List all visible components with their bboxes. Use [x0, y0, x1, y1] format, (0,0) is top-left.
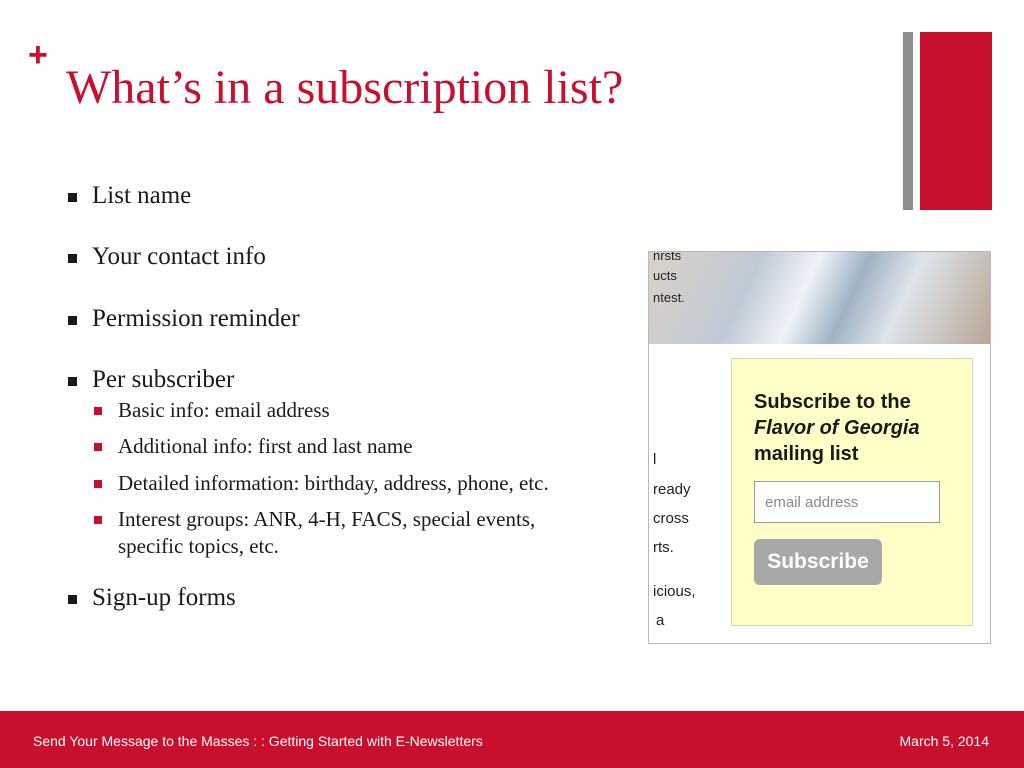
sub-bullet-text: Additional info: first and last name: [118, 434, 413, 459]
red-square-bullet-icon: [94, 516, 102, 524]
slide-title: What’s in a subscription list?: [66, 61, 624, 114]
bullet-text: List name: [92, 182, 192, 209]
red-square-bullet-icon: [94, 407, 102, 415]
square-bullet-icon: [68, 254, 77, 263]
sub-bullet-text: Detailed information: birthday, address, phone, etc.: [118, 470, 549, 495]
sub-bullet-list: [92, 397, 596, 560]
square-bullet-icon: [68, 193, 77, 202]
footer-presentation-title: Send Your Message to the Masses : : Getting Started with E-Newsletters: [33, 733, 483, 749]
bullet-per-subscriber: [66, 364, 596, 561]
bullet-text: Permission reminder: [92, 304, 300, 332]
header-photo: [649, 252, 990, 344]
form-title-list-name: Flavor of Georgia: [754, 417, 920, 439]
red-square-bullet-icon: [94, 480, 102, 488]
square-bullet-icon: [68, 377, 77, 386]
square-bullet-icon: [68, 316, 77, 325]
subscribe-form: [731, 358, 973, 626]
bullet-signup-forms: [66, 582, 596, 613]
form-title: [754, 389, 964, 467]
decorative-red-bar: [920, 32, 992, 210]
bullet-text: Sign-up forms: [92, 584, 236, 612]
form-title-line-1: Subscribe to the: [754, 391, 911, 413]
cropped-text-snippet: ready: [653, 481, 691, 498]
cropped-text-snippet: a: [656, 612, 665, 629]
bullet-permission-reminder: [66, 303, 596, 334]
sub-bullet-text: Interest groups: ANR, 4-H, FACS, special events, specific topics, etc.: [118, 506, 536, 559]
cropped-text-snippet: l: [653, 451, 657, 468]
bullet-text: Per subscriber: [92, 365, 235, 393]
signup-form-screenshot: [648, 251, 991, 644]
footer-bar: [0, 711, 1024, 768]
bullet-text: Your contact info: [92, 243, 266, 271]
bullet-list: [66, 180, 596, 644]
plus-icon: +: [28, 36, 48, 74]
bullet-list-name: [66, 180, 596, 211]
photo-text-snippet: nrsts: [653, 252, 682, 263]
sub-bullet-detailed-info: [92, 470, 596, 497]
form-title-line-3: mailing list: [754, 443, 859, 465]
decorative-gray-bar: [903, 32, 913, 210]
sub-bullet-additional-info: [92, 433, 596, 460]
red-square-bullet-icon: [94, 443, 102, 451]
photo-text-snippet: ucts: [653, 268, 677, 283]
subscribe-button[interactable]: Subscribe: [754, 539, 882, 585]
footer-date: March 5, 2014: [899, 733, 989, 749]
sub-bullet-basic-info: [92, 397, 596, 424]
cropped-text-snippet: rts.: [653, 539, 674, 556]
square-bullet-icon: [68, 595, 77, 604]
cropped-text-snippet: icious,: [653, 583, 696, 600]
email-input[interactable]: [754, 481, 940, 523]
photo-text-snippet: ntest.: [653, 290, 685, 305]
sub-bullet-interest-groups: [92, 506, 596, 561]
cropped-text-snippet: cross: [653, 510, 689, 527]
bullet-contact-info: [66, 241, 596, 272]
sub-bullet-text: Basic info: email address: [118, 398, 330, 422]
